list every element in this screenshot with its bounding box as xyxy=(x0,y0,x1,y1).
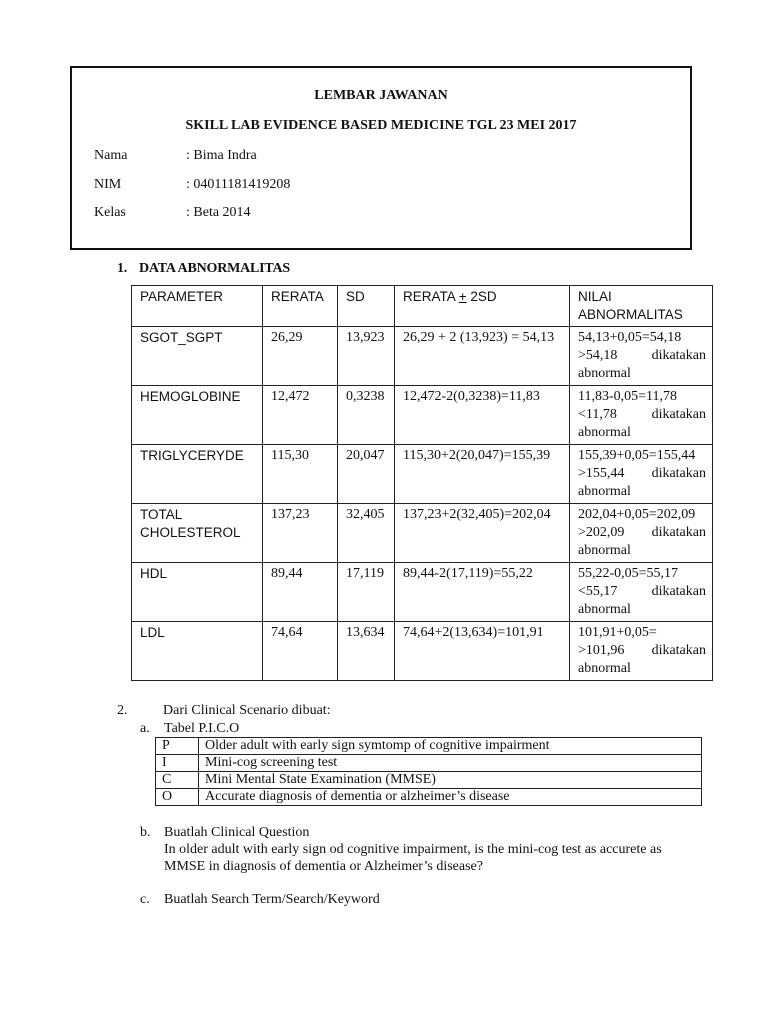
cell-sd xyxy=(338,327,395,386)
cell-calculation xyxy=(395,563,570,622)
cell-text: HEMOGLOBINE xyxy=(140,389,241,404)
cell-text: <55,17 dikatakan abnormal xyxy=(578,584,706,617)
pico-key: I xyxy=(156,755,199,772)
cell-nilai xyxy=(570,327,713,386)
table-row xyxy=(132,563,713,622)
cell-nilai xyxy=(570,504,713,563)
cell-text: 32,405 xyxy=(346,507,385,522)
column-header-rerata-2sd xyxy=(395,286,570,327)
clinical-question: In older adult with early sign od cognitive impairment, is the mini-cog test as accurete as MMSE in diagnosis of dementia or Alzheimer’s disease? xyxy=(164,842,662,874)
cell-text: 101,91+0,05= xyxy=(578,625,657,640)
subsection-letter: b. xyxy=(140,825,151,840)
cell-text: 26,29 + 2 (13,923) = 54,13 xyxy=(403,330,555,345)
table-body xyxy=(132,327,713,681)
column-header-nilai: NILAI ABNORMALITAS xyxy=(570,286,713,327)
info-label: Kelas xyxy=(94,205,126,220)
pico-key: C xyxy=(156,772,199,789)
abnormality-table xyxy=(131,285,713,681)
subsection-a xyxy=(140,721,239,737)
cell-text: 155,39+0,05=155,44 xyxy=(578,448,696,463)
pico-row xyxy=(156,789,702,806)
cell-rerata xyxy=(263,386,338,445)
cell-rerata xyxy=(263,504,338,563)
column-header-parameter: PARAMETER xyxy=(132,286,263,327)
cell-rerata xyxy=(263,563,338,622)
cell-text: 0,3238 xyxy=(346,389,385,404)
cell-text: 54,13+0,05=54,18 xyxy=(578,330,682,345)
cell-text: >101,96 dikatakan abnormal xyxy=(578,643,706,676)
section-1-heading xyxy=(117,261,290,277)
table-row xyxy=(132,504,713,563)
cell-text: 13,923 xyxy=(346,330,385,345)
cell-text: 17,119 xyxy=(346,566,384,581)
pico-body xyxy=(156,738,702,806)
cell-text: TRIGLYCERYDE xyxy=(140,448,244,463)
info-value: : 04011181419208 xyxy=(186,177,291,192)
section-title: DATA ABNORMALITAS xyxy=(139,261,291,276)
cell-parameter xyxy=(132,622,263,681)
cell-text: 13,634 xyxy=(346,625,385,640)
info-row-nim xyxy=(94,177,290,193)
pico-row xyxy=(156,772,702,789)
cell-parameter xyxy=(132,386,263,445)
table-row xyxy=(132,386,713,445)
info-value: : Bima Indra xyxy=(186,148,257,163)
document-subtitle: SKILL LAB EVIDENCE BASED MEDICINE TGL 23 MEI 2017 xyxy=(185,118,577,133)
column-header-text: RERATA + 2SD xyxy=(403,289,497,304)
cell-rerata xyxy=(263,327,338,386)
cell-nilai xyxy=(570,563,713,622)
cell-sd xyxy=(338,504,395,563)
cell-text: <11,78 dikatakan abnormal xyxy=(578,407,706,440)
table-row xyxy=(132,445,713,504)
column-header-rerata: RERATA xyxy=(263,286,338,327)
cell-text: 137,23 xyxy=(271,507,310,522)
cell-parameter xyxy=(132,504,263,563)
subsection-letter: c. xyxy=(140,892,150,907)
cell-text: 20,047 xyxy=(346,448,385,463)
info-value: : Beta 2014 xyxy=(186,205,251,220)
cell-calculation xyxy=(395,445,570,504)
cell-sd xyxy=(338,386,395,445)
cell-parameter xyxy=(132,563,263,622)
pico-row xyxy=(156,738,702,755)
cell-text: 55,22-0,05=55,17 xyxy=(578,566,679,581)
pico-key: P xyxy=(156,738,199,755)
cell-text: LDL xyxy=(140,625,165,640)
cell-text: 74,64+2(13,634)=101,91 xyxy=(403,625,544,640)
table-row xyxy=(132,622,713,681)
cell-text: 115,30 xyxy=(271,448,309,463)
subsection-label: Buatlah Clinical Question xyxy=(164,825,310,840)
subsection-label: Tabel P.I.C.O xyxy=(164,721,240,736)
table-header-row xyxy=(132,286,713,327)
cell-text: 115,30+2(20,047)=155,39 xyxy=(403,448,551,463)
cell-text: 74,64 xyxy=(271,625,303,640)
cell-rerata xyxy=(263,445,338,504)
cell-text: 12,472-2(0,3238)=11,83 xyxy=(403,389,540,404)
cell-text: TOTAL CHOLESTEROL xyxy=(140,507,241,540)
cell-sd xyxy=(338,445,395,504)
cell-nilai xyxy=(570,386,713,445)
pico-value: Accurate diagnosis of dementia or alzheimer’s disease xyxy=(199,789,702,806)
subsection-c xyxy=(140,892,380,908)
info-label: Nama xyxy=(94,148,128,163)
cell-text: 26,29 xyxy=(271,330,303,345)
info-row-nama xyxy=(94,148,257,164)
cell-nilai xyxy=(570,622,713,681)
pico-value: Older adult with early sign symtomp of cognitive impairment xyxy=(199,738,702,755)
pico-table xyxy=(155,737,702,806)
cell-text: >155,44 dikatakan abnormal xyxy=(578,466,706,499)
document-title: LEMBAR JAWANAN xyxy=(314,88,448,103)
pico-value: Mini Mental State Examination (MMSE) xyxy=(199,772,702,789)
section-number: 2. xyxy=(117,703,128,718)
section-2-intro xyxy=(117,703,331,719)
section-intro-text: Dari Clinical Scenario dibuat: xyxy=(163,703,331,718)
cell-parameter xyxy=(132,445,263,504)
section-number: 1. xyxy=(117,261,128,276)
cell-text: HDL xyxy=(140,566,168,581)
cell-text: >202,09 dikatakan abnormal xyxy=(578,525,706,558)
table-row xyxy=(132,327,713,386)
cell-nilai xyxy=(570,445,713,504)
cell-text: 89,44 xyxy=(271,566,303,581)
cell-text: 202,04+0,05=202,09 xyxy=(578,507,696,522)
cell-text: 12,472 xyxy=(271,389,310,404)
column-header-sd: SD xyxy=(338,286,395,327)
subsection-label: Buatlah Search Term/Search/Keyword xyxy=(164,892,380,907)
cell-calculation xyxy=(395,386,570,445)
cell-text: >54,18 dikatakan abnormal xyxy=(578,348,706,381)
pico-row xyxy=(156,755,702,772)
cell-sd xyxy=(338,563,395,622)
cell-text: 137,23+2(32,405)=202,04 xyxy=(403,507,551,522)
pico-key: O xyxy=(156,789,199,806)
subsection-letter: a. xyxy=(140,721,150,736)
info-label: NIM xyxy=(94,177,122,192)
cell-calculation xyxy=(395,622,570,681)
cell-text: 11,83-0,05=11,78 xyxy=(578,389,678,404)
header-box xyxy=(70,66,692,250)
cell-calculation xyxy=(395,504,570,563)
cell-sd xyxy=(338,622,395,681)
info-row-kelas xyxy=(94,205,251,221)
cell-text: 89,44-2(17,119)=55,22 xyxy=(403,566,533,581)
cell-parameter xyxy=(132,327,263,386)
cell-rerata xyxy=(263,622,338,681)
cell-text: SGOT_SGPT xyxy=(140,330,223,345)
pico-value: Mini-cog screening test xyxy=(199,755,702,772)
cell-calculation xyxy=(395,327,570,386)
subsection-b xyxy=(140,825,309,841)
